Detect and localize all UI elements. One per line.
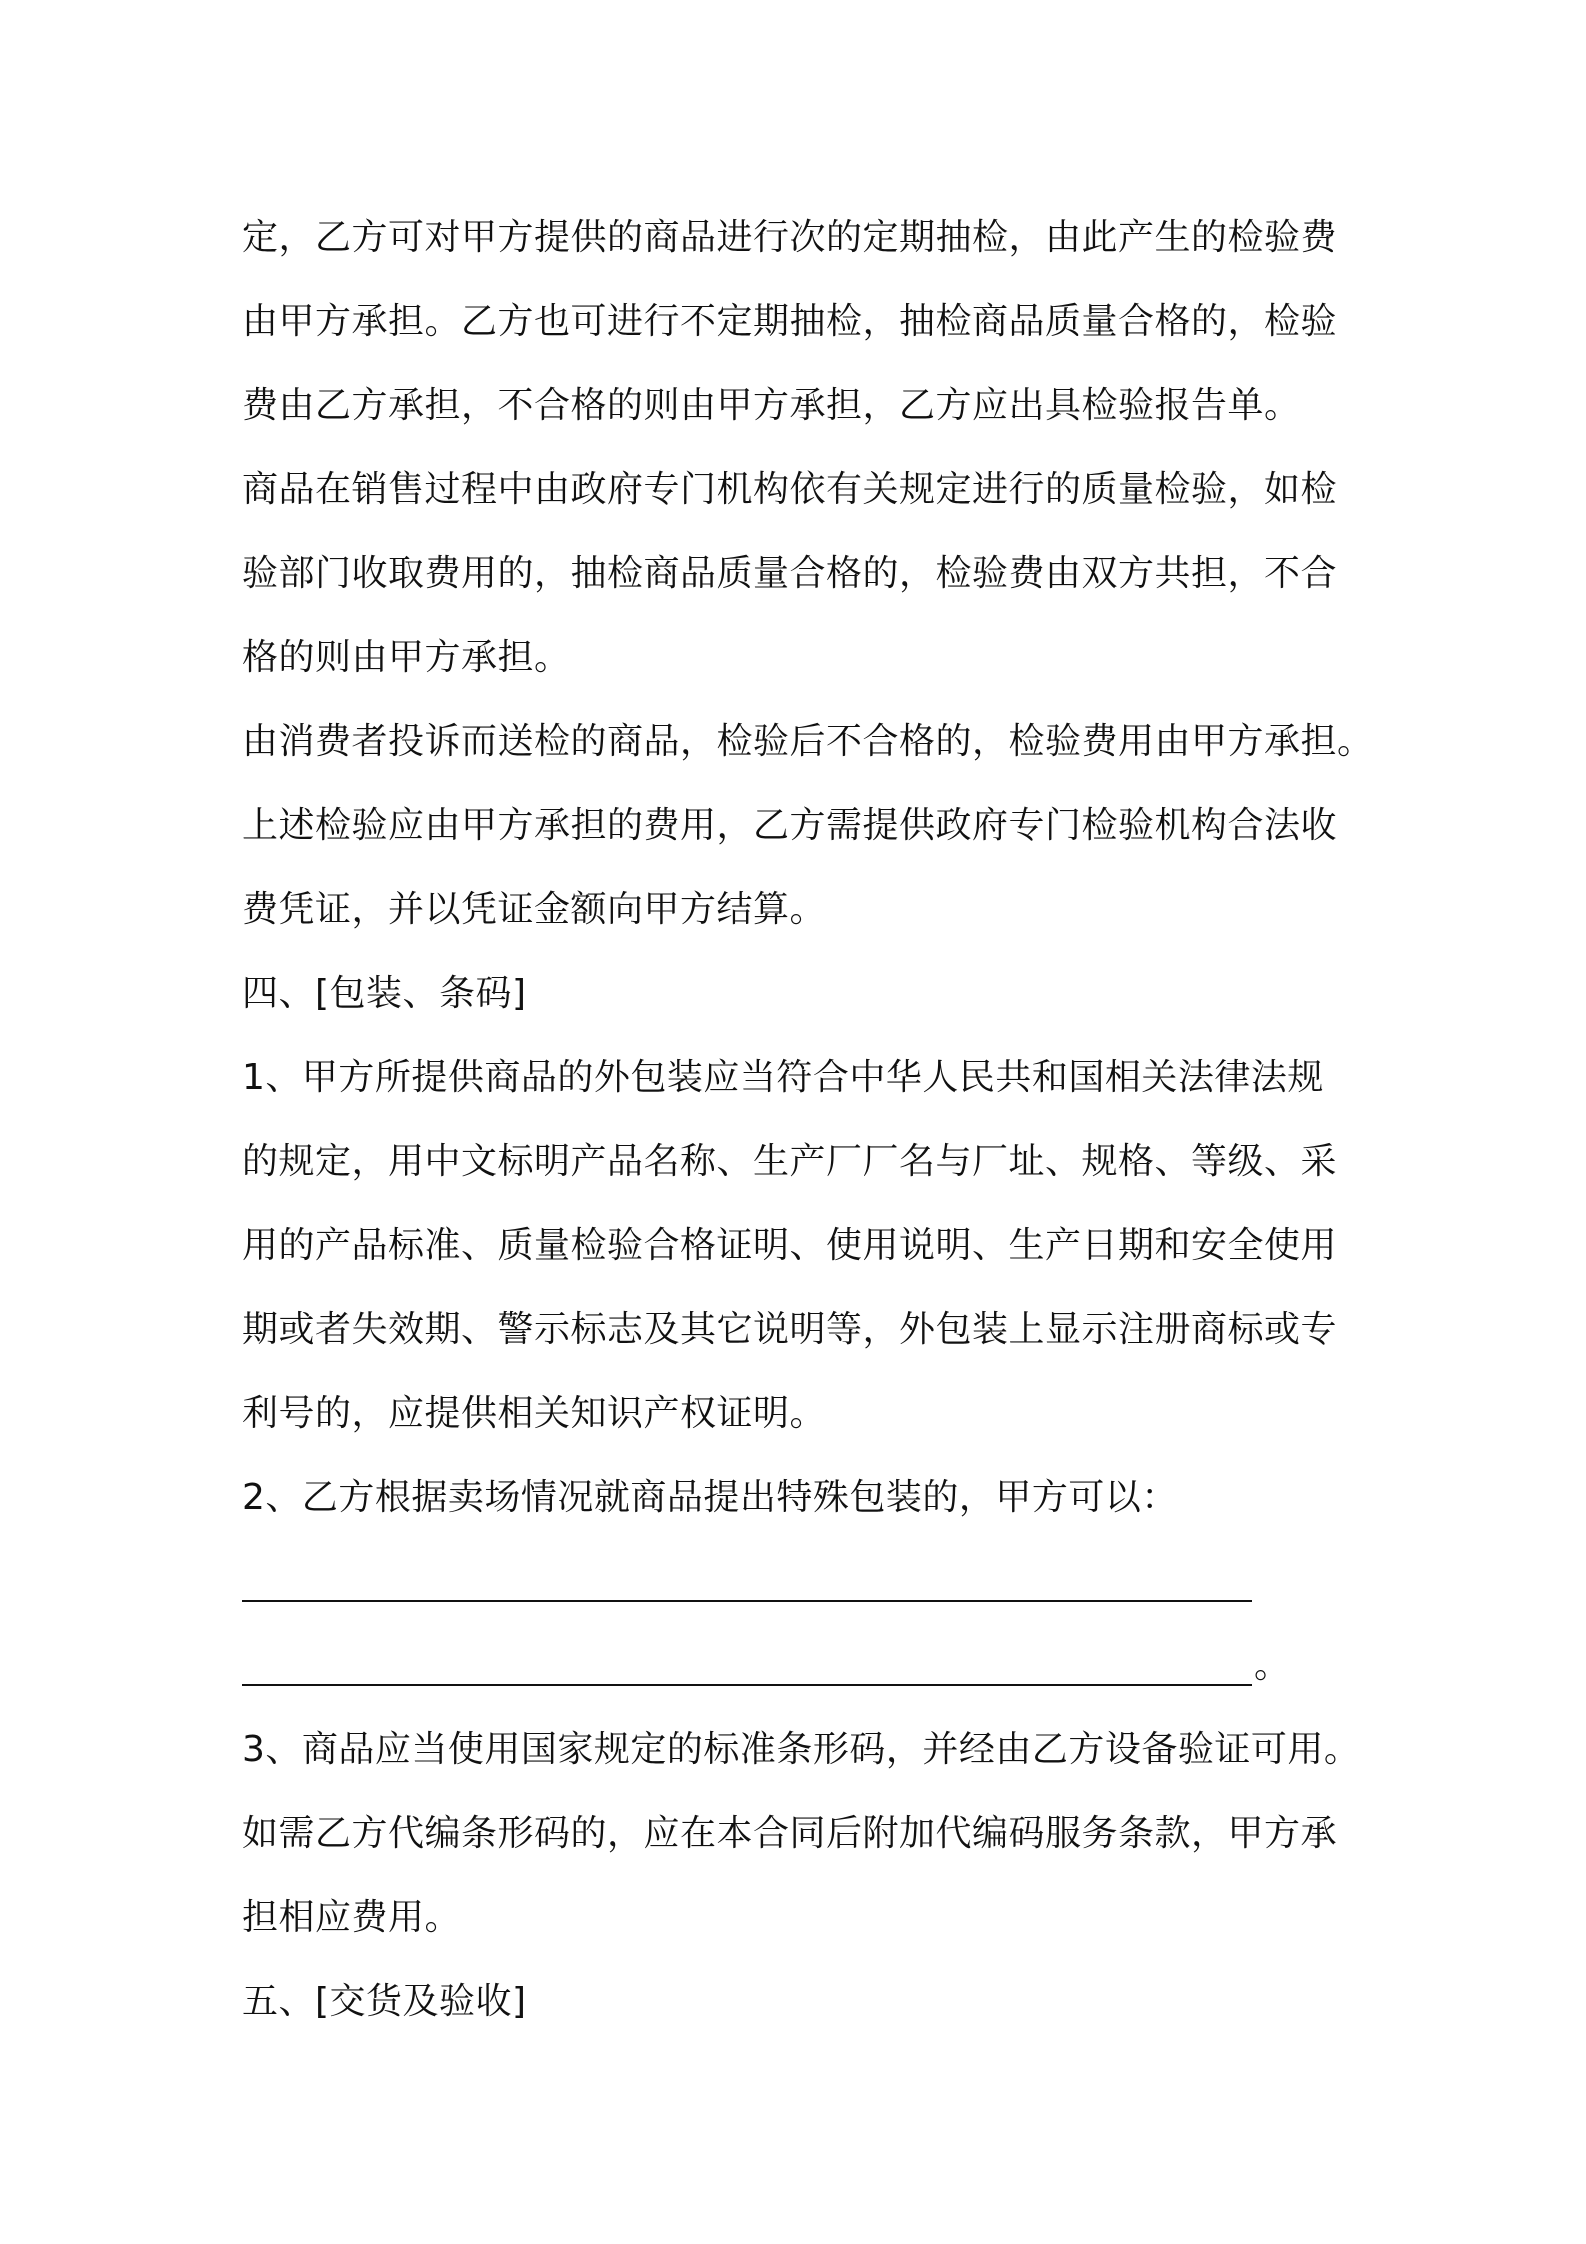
text-line: 定，乙方可对甲方提供的商品进行次的定期抽检，由此产生的检验费 <box>242 217 1338 258</box>
text-line: 用的产品标准、质量检验合格证明、使用说明、生产日期和安全使用 <box>242 1225 1338 1266</box>
document-body <box>242 196 1372 2044</box>
fill-in-blank-line-1 <box>242 1540 1372 1624</box>
text-line: 如需乙方代编条形码的，应在本合同后附加代编码服务条款，甲方承 <box>242 1813 1338 1854</box>
fill-in-blank-line-2 <box>242 1624 1372 1708</box>
text-line: 费由乙方承担，不合格的则由甲方承担，乙方应出具检验报告单。 <box>242 385 1301 426</box>
text-line: 验部门收取费用的，抽检商品质量合格的，检验费由双方共担，不合 <box>242 553 1338 594</box>
text-line: 格的则由甲方承担。 <box>242 637 571 678</box>
text-line: 利号的，应提供相关知识产权证明。 <box>242 1393 827 1434</box>
text-line: 由消费者投诉而送检的商品，检验后不合格的，检验费用由甲方承担。 <box>242 721 1374 762</box>
text-line: 商品在销售过程中由政府专门机构依有关规定进行的质量检验，如检 <box>242 469 1338 510</box>
text-line: 上述检验应由甲方承担的费用，乙方需提供政府专门检验机构合法收 <box>242 805 1338 846</box>
text-line: 的规定，用中文标明产品名称、生产厂厂名与厂址、规格、等级、采 <box>242 1141 1338 1182</box>
blank-end-punctuation: 。 <box>1254 1645 1291 1686</box>
text-line: 担相应费用。 <box>242 1897 462 1938</box>
text-line: 期或者失效期、警示标志及其它说明等，外包装上显示注册商标或专 <box>242 1309 1338 1350</box>
blank-underline <box>242 1684 1252 1686</box>
section-heading-delivery: 五、[交货及验收] <box>242 1981 527 2022</box>
section-heading-packaging: 四、[包装、条码] <box>242 973 527 1014</box>
text-line: 3、商品应当使用国家规定的标准条形码，并经由乙方设备验证可用。 <box>242 1729 1361 1770</box>
text-line: 2、乙方根据卖场情况就商品提出特殊包装的，甲方可以： <box>242 1477 1178 1518</box>
blank-underline <box>242 1600 1252 1602</box>
text-line: 费凭证，并以凭证金额向甲方结算。 <box>242 889 827 930</box>
text-line: 由甲方承担。乙方也可进行不定期抽检，抽检商品质量合格的，检验 <box>242 301 1338 342</box>
text-line: 1、甲方所提供商品的外包装应当符合中华人民共和国相关法律法规 <box>242 1057 1324 1098</box>
